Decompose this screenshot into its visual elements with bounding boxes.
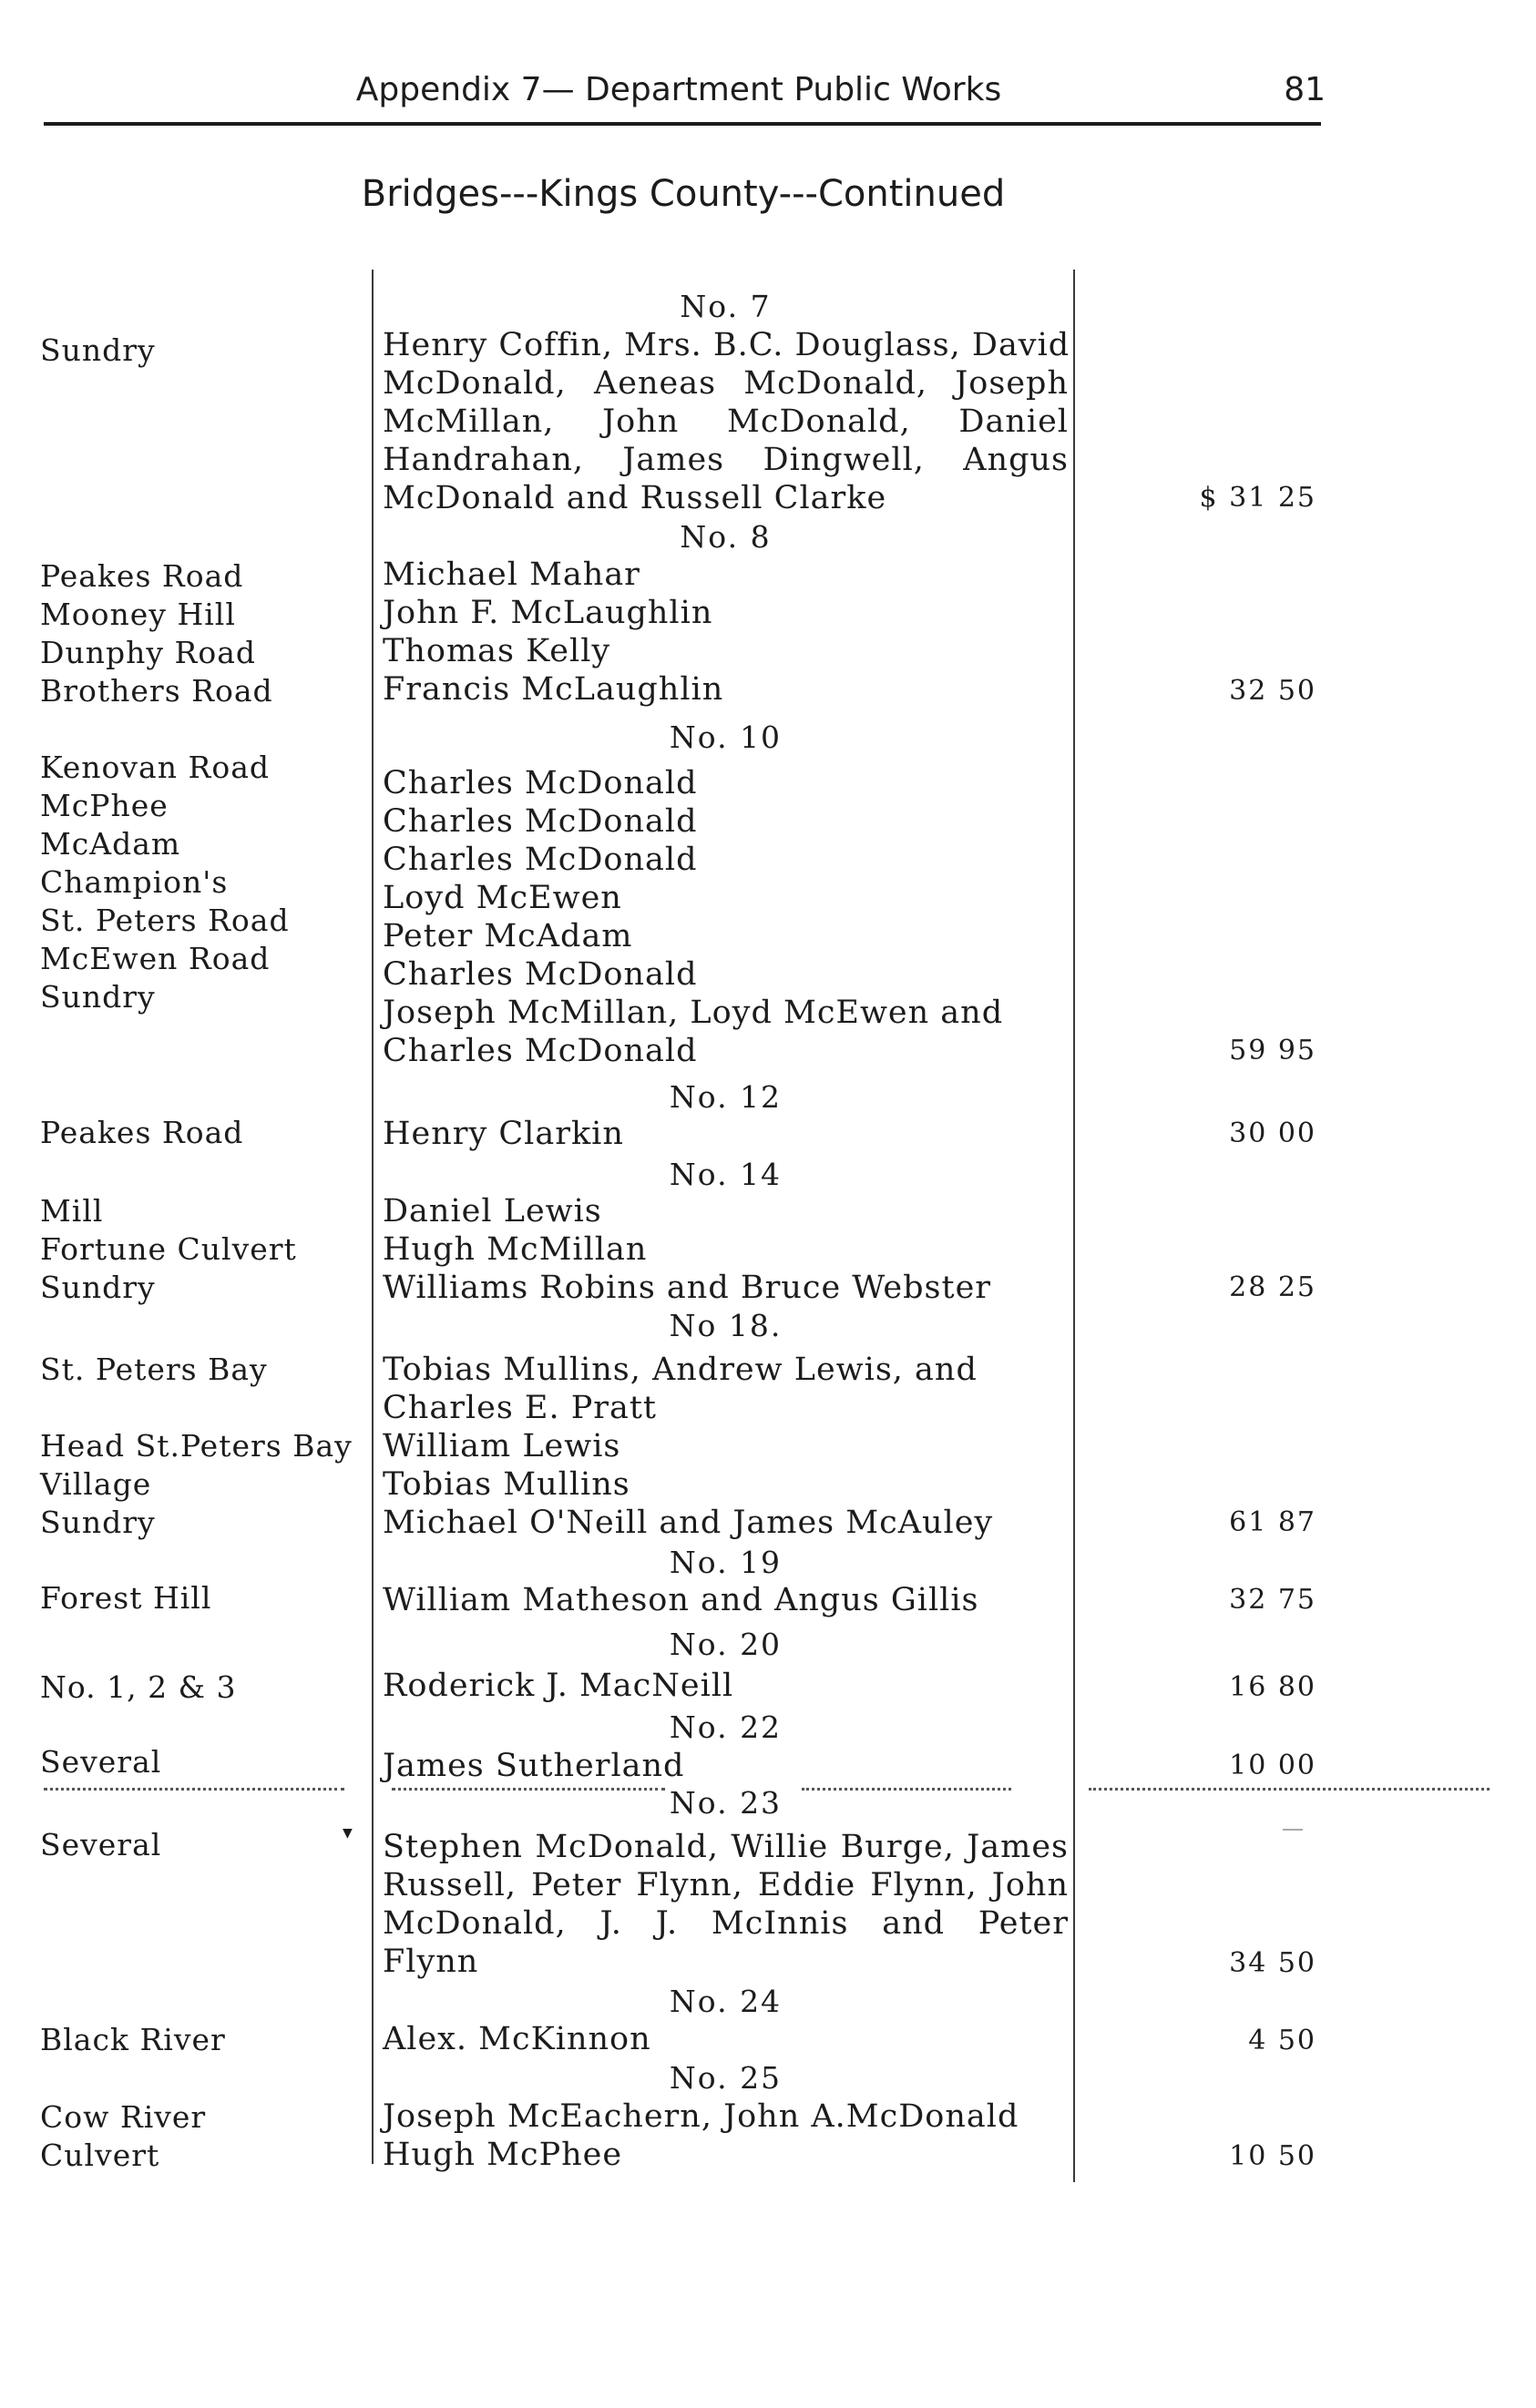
recipient-cell: Stephen McDonald, Willie Burge, James bbox=[383, 1829, 1069, 1865]
recipient-cell: Hugh McMillan bbox=[383, 1231, 648, 1268]
recipient-cell: McMillan, John McDonald, Daniel bbox=[383, 403, 1069, 440]
location-cell: McEwen Road bbox=[40, 941, 271, 976]
recipient-cell: James Sutherland bbox=[383, 1748, 685, 1784]
location-cell: Peakes Road bbox=[40, 558, 244, 594]
location-cell: Black River bbox=[40, 2022, 226, 2057]
recipient-cell: Michael Mahar bbox=[383, 556, 640, 593]
location-cell: Sundry bbox=[40, 979, 156, 1015]
amount-cell: 16 80 bbox=[1229, 1671, 1316, 1703]
section-heading: No. 24 bbox=[669, 1984, 783, 2019]
recipient-cell: Francis McLaughlin bbox=[383, 671, 724, 708]
location-cell: St. Peters Bay bbox=[40, 1352, 268, 1387]
location-cell: Peakes Road bbox=[40, 1115, 244, 1150]
section-heading: No. 8 bbox=[680, 519, 772, 555]
recipient-cell: Charles McDonald bbox=[383, 842, 698, 878]
recipient-cell: Charles McDonald bbox=[383, 956, 698, 993]
recipient-cell: Alex. McKinnon bbox=[383, 2021, 651, 2057]
amount-cell: 59 95 bbox=[1229, 1035, 1316, 1066]
section-heading: No 18. bbox=[669, 1308, 783, 1343]
location-cell: Mooney Hill bbox=[40, 597, 236, 632]
recipient-cell: Williams Robins and Bruce Webster bbox=[383, 1270, 992, 1306]
recipient-cell: Charles McDonald bbox=[383, 1033, 698, 1069]
location-cell: Head St.Peters Bay bbox=[40, 1428, 353, 1464]
section-heading: No. 7 bbox=[680, 289, 772, 324]
recipient-cell: Tobias Mullins bbox=[383, 1466, 630, 1503]
table-title: Bridges---Kings County---Continued bbox=[361, 173, 1006, 215]
section-heading: No. 20 bbox=[669, 1627, 783, 1662]
location-cell: Dunphy Road bbox=[40, 635, 256, 670]
running-header-title: Appendix 7— Department Public Works bbox=[355, 71, 1002, 108]
section-heading: No. 10 bbox=[669, 719, 783, 755]
amount-cell: $ 31 25 bbox=[1199, 482, 1316, 514]
section-heading: No. 19 bbox=[669, 1545, 783, 1580]
recipient-cell: Charles McDonald bbox=[383, 803, 698, 840]
recipient-cell: Flynn bbox=[383, 1944, 479, 1980]
section-heading: No. 25 bbox=[669, 2060, 783, 2096]
amount-cell: 28 25 bbox=[1229, 1271, 1316, 1303]
recipient-cell: Charles McDonald bbox=[383, 765, 698, 801]
amount-cell: 32 50 bbox=[1229, 675, 1316, 707]
section-heading: No. 12 bbox=[669, 1079, 783, 1115]
location-cell: Kenovan Road bbox=[40, 750, 270, 785]
amount-cell: 10 50 bbox=[1229, 2140, 1316, 2172]
section-heading: No. 23 bbox=[669, 1785, 783, 1821]
amount-cell: 4 50 bbox=[1248, 2025, 1316, 2056]
location-cell: Several bbox=[40, 1827, 162, 1862]
page-number: 81 bbox=[1284, 71, 1326, 108]
recipient-cell: Roderick J. MacNeill bbox=[383, 1668, 734, 1704]
column-divider-right bbox=[1073, 270, 1075, 2182]
location-cell: Forest Hill bbox=[40, 1580, 212, 1616]
location-cell: Sundry bbox=[40, 1505, 156, 1540]
location-cell: Fortune Culvert bbox=[40, 1231, 297, 1267]
location-cell: No. 1, 2 & 3 bbox=[40, 1669, 237, 1705]
dash-mark bbox=[1283, 1829, 1303, 1831]
location-cell: Sundry bbox=[40, 332, 156, 368]
recipient-cell: John F. McLaughlin bbox=[383, 595, 713, 631]
recipient-cell: McDonald and Russell Clarke bbox=[383, 480, 887, 516]
amount-cell: 32 75 bbox=[1229, 1584, 1316, 1616]
recipient-cell: Michael O'Neill and James McAuley bbox=[383, 1505, 994, 1541]
recipient-cell: William Lewis bbox=[383, 1428, 621, 1464]
dotted-leader bbox=[1089, 1788, 1490, 1791]
recipient-cell: Thomas Kelly bbox=[383, 633, 611, 669]
recipient-cell: Joseph McEachern, John A.McDonald bbox=[383, 2098, 1019, 2135]
recipient-cell: Charles E. Pratt bbox=[383, 1390, 657, 1426]
print-mark: ▼ bbox=[343, 1826, 353, 1841]
recipient-cell: Russell, Peter Flynn, Eddie Flynn, John bbox=[383, 1867, 1069, 1903]
location-cell: Sundry bbox=[40, 1270, 156, 1305]
recipient-cell: McDonald, J. J. McInnis and Peter bbox=[383, 1905, 1069, 1942]
location-cell: McAdam bbox=[40, 826, 181, 862]
recipient-cell: McDonald, Aeneas McDonald, Joseph bbox=[383, 365, 1069, 402]
recipient-cell: Loyd McEwen bbox=[383, 880, 622, 916]
recipient-cell: William Matheson and Angus Gillis bbox=[383, 1582, 979, 1618]
recipient-cell: Handrahan, James Dingwell, Angus bbox=[383, 442, 1069, 478]
recipient-cell: Henry Coffin, Mrs. B.C. Douglass, David bbox=[383, 327, 1070, 363]
recipient-cell: Hugh McPhee bbox=[383, 2137, 623, 2173]
recipient-cell: Henry Clarkin bbox=[383, 1116, 624, 1152]
recipient-cell: Tobias Mullins, Andrew Lewis, and bbox=[383, 1352, 978, 1388]
section-heading: No. 22 bbox=[669, 1709, 783, 1745]
header-rule bbox=[44, 122, 1321, 126]
location-cell: Culvert bbox=[40, 2138, 160, 2173]
amount-cell: 30 00 bbox=[1229, 1117, 1316, 1149]
recipient-cell: Daniel Lewis bbox=[383, 1193, 602, 1230]
amount-cell: 61 87 bbox=[1229, 1506, 1316, 1538]
recipient-cell: Joseph McMillan, Loyd McEwen and bbox=[383, 995, 1004, 1031]
location-cell: Mill bbox=[40, 1193, 104, 1229]
amount-cell: 34 50 bbox=[1229, 1947, 1316, 1979]
location-cell: McPhee bbox=[40, 788, 169, 823]
amount-cell: 10 00 bbox=[1229, 1750, 1316, 1781]
location-cell: Cow River bbox=[40, 2099, 207, 2135]
location-cell: Several bbox=[40, 1744, 162, 1780]
location-cell: Brothers Road bbox=[40, 673, 273, 709]
column-divider-left bbox=[372, 270, 374, 2164]
recipient-cell: Peter McAdam bbox=[383, 918, 633, 954]
location-cell: St. Peters Road bbox=[40, 903, 290, 938]
location-cell: Champion's bbox=[40, 864, 229, 900]
dotted-leader bbox=[44, 1788, 344, 1791]
location-cell: Village bbox=[40, 1466, 152, 1502]
section-heading: No. 14 bbox=[669, 1157, 783, 1192]
